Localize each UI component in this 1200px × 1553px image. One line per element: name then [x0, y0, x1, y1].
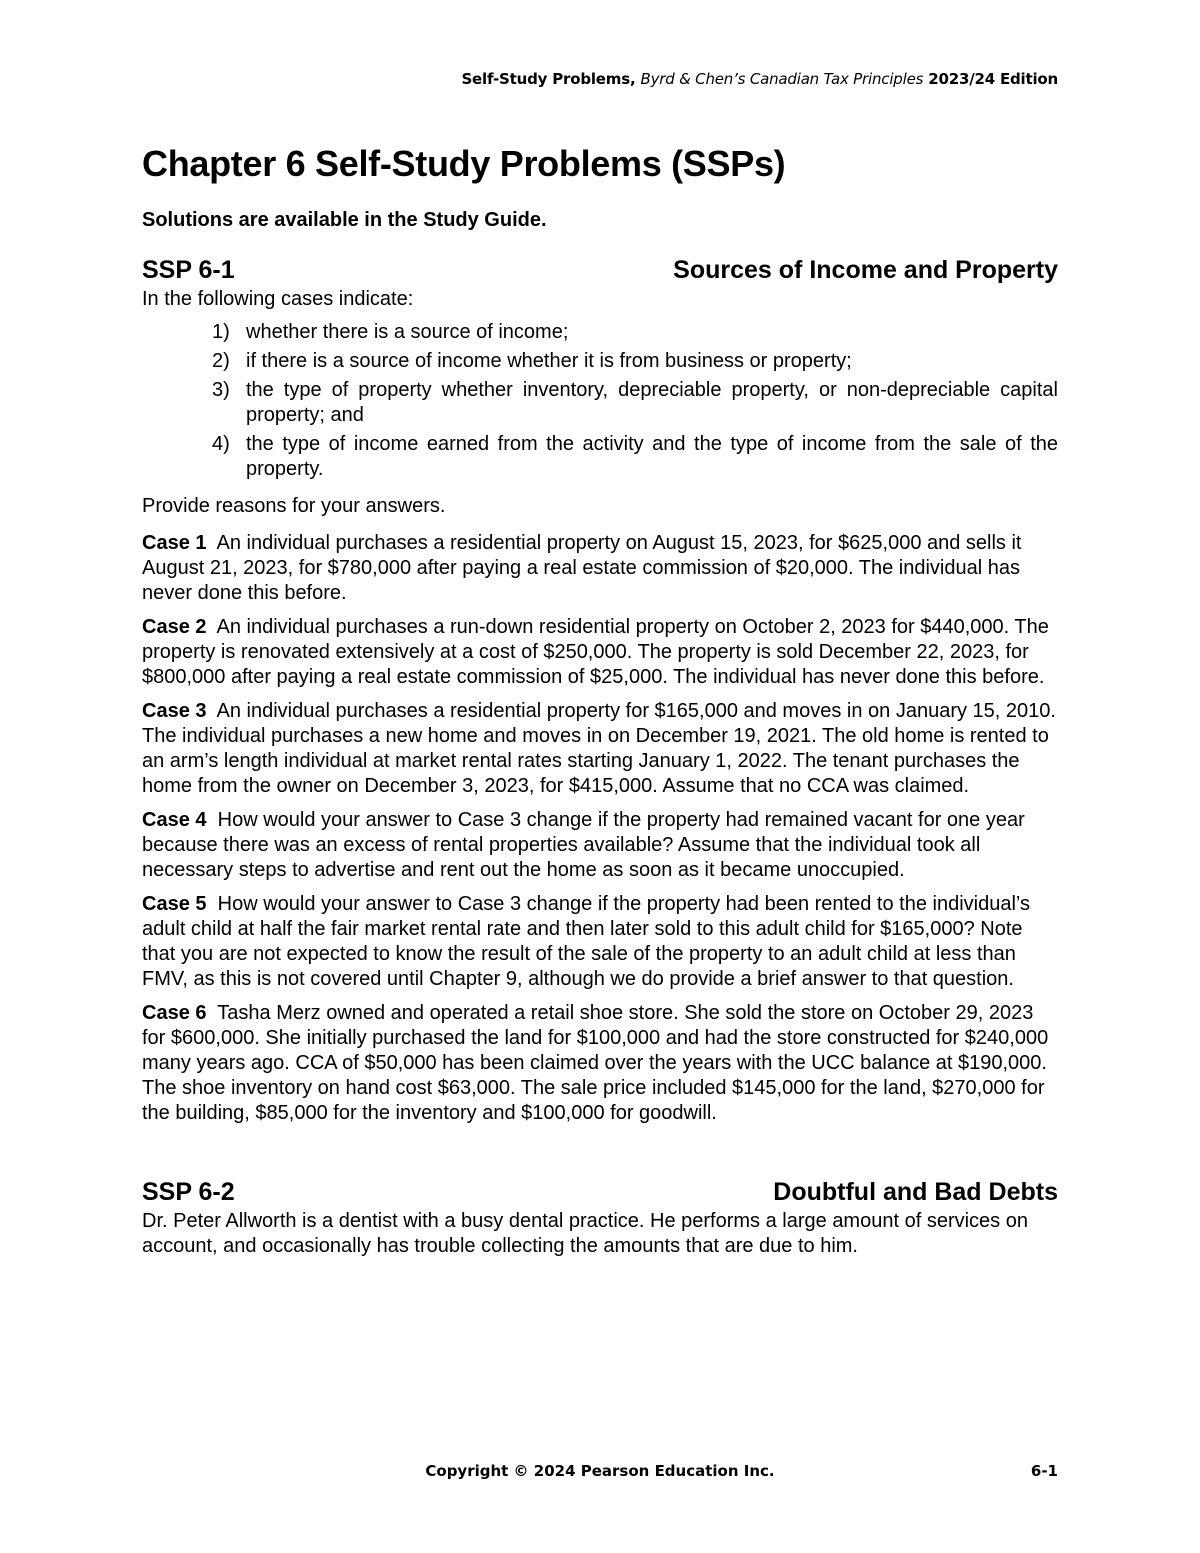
case-text: Tasha Merz owned and operated a retail shoe store. She sold the store on October 29, 2023 for $600,000. She initially purchased the land for $100,000 and had the store constructed for $240,000 many years ago. CCA of $50,000 has been claimed over the years with the UCC balance at $190,000. The shoe inventory on hand cost $63,000. The sale price included $145,000 for the land, $270,000 for the building, $85,000 for the inventory and $100,000 for goodwill.	[142, 1002, 1049, 1124]
case-label: Case 1	[142, 532, 207, 554]
case-text: An individual purchases a run-down residential property on October 2, 2023 for $440,000. The property is renovated extensively at a cost of $250,000. The property is sold December 22, 2023, for $800,000 after paying a real estate commission of $25,000. The individual has never done this before.	[142, 616, 1049, 688]
list-item-text: whether there is a source of income;	[246, 321, 569, 343]
case-text: How would your answer to Case 3 change if the property had been rented to the individual’s adult child at half the fair market rental rate and then later sold to this adult child for $165,000? Note that you are not expected to know the result of the sale of the property to an adult child at less than FMV, as this is not covered until Chapter 9, although we do provide a brief answer to that question.	[142, 893, 1030, 990]
running-header	[140, 70, 1058, 88]
case-label: Case 4	[142, 809, 207, 831]
case-5	[142, 892, 1058, 992]
ssp2-number: SSP 6-2	[142, 1178, 235, 1206]
list-item	[142, 432, 1058, 482]
list-item-number: 2)	[212, 350, 230, 372]
ssp1-number: SSP 6-1	[142, 256, 235, 284]
ssp2-text: Dr. Peter Allworth is a dentist with a busy dental practice. He performs a large amount of services on account, and occasionally has trouble collecting the amounts that are due to him.	[142, 1210, 1028, 1257]
list-item-text: the type of property whether inventory, depreciable property, or non-depreciable capital property; and	[246, 379, 1058, 426]
header-edition: 2023/24 Edition	[928, 70, 1058, 88]
copyright-notice: Copyright © 2024 Pearson Education Inc.	[425, 1462, 775, 1480]
case-text: An individual purchases a residential property on August 15, 2023, for $625,000 and sells it August 21, 2023, for $780,000 after paying a real estate commission of $20,000. The individual has never done this before.	[142, 532, 1022, 604]
list-item-number: 1)	[212, 321, 230, 343]
ssp2-heading	[142, 1177, 1058, 1207]
ssp1-conditions-list	[142, 320, 1058, 482]
list-item-text: if there is a source of income whether it is from business or property;	[246, 350, 852, 372]
case-4	[142, 808, 1058, 883]
section-spacer	[142, 1135, 1058, 1177]
case-6	[142, 1001, 1058, 1126]
case-text: An individual purchases a residential property for $165,000 and moves in on January 15, 2010. The individual purchases a new home and moves in on December 19, 2021. The old home is rented to an arm’s length individual at market rental rates starting January 1, 2022. The tenant purchases the home from the owner on December 3, 2023, for $415,000. Assume that no CCA was claimed.	[142, 700, 1056, 797]
list-item-text: the type of income earned from the activity and the type of income from the sale of the property.	[246, 433, 1058, 480]
list-item-number: 4)	[212, 433, 230, 455]
case-label: Case 6	[142, 1002, 207, 1024]
case-2	[142, 615, 1058, 690]
page-content	[142, 142, 1058, 1259]
header-book-title: Byrd & Chen’s Canadian Tax Principles	[640, 70, 924, 88]
list-item	[142, 320, 1058, 345]
ssp1-intro: In the following cases indicate:	[142, 288, 414, 310]
list-item-number: 3)	[212, 379, 230, 401]
chapter-subtitle: Solutions are available in the Study Guide.	[142, 209, 547, 231]
header-prefix: Self-Study Problems,	[461, 70, 636, 88]
list-item	[142, 349, 1058, 374]
case-label: Case 3	[142, 700, 207, 722]
list-item	[142, 378, 1058, 428]
case-label: Case 5	[142, 893, 207, 915]
ssp1-topic: Sources of Income and Property	[673, 256, 1058, 284]
case-label: Case 2	[142, 616, 207, 638]
case-1	[142, 531, 1058, 606]
page-number: 6-1	[1030, 1462, 1058, 1480]
case-3	[142, 699, 1058, 799]
ssp1-heading	[142, 255, 1058, 285]
ssp1-reasons: Provide reasons for your answers.	[142, 495, 446, 517]
case-text: How would your answer to Case 3 change if the property had remained vacant for one year because there was an excess of rental properties available? Assume that the individual took all necessary steps to advertise and rent out the home as soon as it became unoccupied.	[142, 809, 1025, 881]
ssp2-topic: Doubtful and Bad Debts	[773, 1178, 1058, 1206]
chapter-title: Chapter 6 Self-Study Problems (SSPs)	[142, 143, 786, 184]
